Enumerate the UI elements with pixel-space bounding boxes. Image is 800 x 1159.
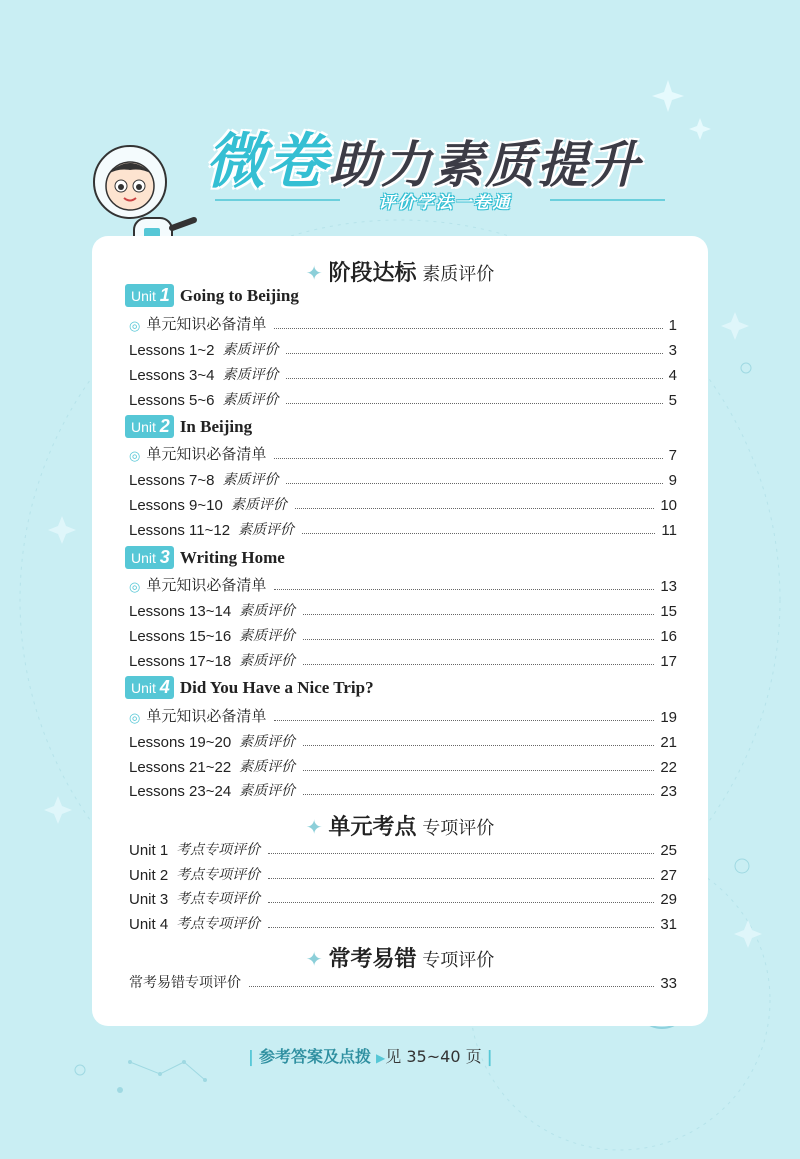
star-icon: ✦ bbox=[305, 261, 323, 285]
section-title-stage bbox=[92, 256, 708, 287]
unit-title: Writing Home bbox=[179, 547, 285, 567]
toc-entry[interactable]: Lessons 1~2 素质评价 3 bbox=[129, 342, 677, 359]
toc-entry[interactable]: ◎ 单元知识必备清单 7 bbox=[129, 446, 677, 464]
bullet-icon: ◎ bbox=[129, 710, 141, 725]
toc-entry[interactable]: Lessons 7~8 素质评价 9 bbox=[129, 472, 677, 489]
bullet-icon: ◎ bbox=[129, 318, 141, 333]
unit-badge: Unit 4 bbox=[125, 676, 174, 699]
toc-entry[interactable]: Lessons 13~14 素质评价 15 bbox=[129, 603, 677, 620]
toc-entry[interactable]: Lessons 21~22 素质评价 22 bbox=[129, 759, 677, 776]
unit-title: In Beijing bbox=[179, 416, 253, 436]
toc-entry[interactable]: Unit 4 考点专项评价 31 bbox=[129, 916, 677, 933]
unit-header[interactable] bbox=[125, 546, 285, 570]
subtitle-line-right bbox=[550, 199, 665, 201]
unit-title: Going to Beijing bbox=[179, 285, 299, 305]
section-title-big: 阶段达标 bbox=[328, 261, 417, 286]
bullet-icon: ◎ bbox=[129, 448, 141, 463]
unit-header[interactable] bbox=[125, 415, 252, 439]
toc-entry[interactable]: Lessons 19~20 素质评价 21 bbox=[129, 734, 677, 751]
section-title-small: 素质评价 bbox=[422, 264, 495, 285]
footer-bar: | bbox=[248, 1047, 254, 1066]
subtitle-line-left bbox=[215, 199, 340, 201]
toc-entry[interactable]: ◎ 单元知识必备清单 1 bbox=[129, 316, 677, 334]
title-rest: 助力素质提升 bbox=[329, 136, 641, 194]
toc-entry[interactable]: Lessons 23~24 素质评价 23 bbox=[129, 783, 677, 800]
toc-entry[interactable]: Lessons 9~10 素质评价 10 bbox=[129, 497, 677, 514]
unit-badge: Unit 2 bbox=[125, 415, 174, 438]
unit-header[interactable] bbox=[125, 676, 374, 700]
star-icon: ✦ bbox=[305, 815, 323, 839]
toc-entry[interactable]: ◎ 单元知识必备清单 13 bbox=[129, 577, 677, 595]
unit-header[interactable] bbox=[125, 284, 299, 308]
footer-bar: | bbox=[486, 1047, 493, 1066]
toc-entry[interactable]: Unit 3 考点专项评价 29 bbox=[129, 891, 677, 908]
toc-entry[interactable]: Lessons 5~6 素质评价 5 bbox=[129, 392, 677, 409]
section-title-small: 专项评价 bbox=[422, 950, 495, 971]
section-title-small: 专项评价 bbox=[422, 818, 495, 839]
star-icon: ✦ bbox=[305, 947, 323, 971]
answers-pages: 见 35~40 页 bbox=[385, 1047, 482, 1066]
bullet-icon: ◎ bbox=[129, 579, 141, 594]
section-title-common-errors bbox=[92, 942, 708, 973]
table-of-contents-card bbox=[92, 236, 708, 1026]
answers-label: 参考答案及点拨 bbox=[258, 1047, 371, 1066]
triangle-icon: ▶ bbox=[376, 1051, 386, 1065]
unit-title: Did You Have a Nice Trip? bbox=[179, 677, 374, 697]
toc-entry[interactable]: Unit 1 考点专项评价 25 bbox=[129, 842, 677, 859]
toc-entry[interactable]: Lessons 15~16 素质评价 16 bbox=[129, 628, 677, 645]
answers-footer[interactable] bbox=[248, 1044, 493, 1070]
toc-entry[interactable]: ◎ 单元知识必备清单 19 bbox=[129, 708, 677, 726]
title-accent: 微卷 bbox=[205, 127, 329, 197]
toc-entry[interactable]: 常考易错专项评价 33 bbox=[129, 975, 677, 992]
toc-entry[interactable]: Lessons 3~4 素质评价 4 bbox=[129, 367, 677, 384]
toc-entry[interactable]: Lessons 17~18 素质评价 17 bbox=[129, 653, 677, 670]
section-title-big: 常考易错 bbox=[328, 947, 417, 972]
toc-entry[interactable]: Unit 2 考点专项评价 27 bbox=[129, 867, 677, 884]
section-title-big: 单元考点 bbox=[328, 815, 417, 840]
unit-badge: Unit 1 bbox=[125, 284, 174, 307]
toc-entry[interactable]: Lessons 11~12 素质评价 11 bbox=[129, 522, 677, 539]
unit-badge: Unit 3 bbox=[125, 546, 174, 569]
subtitle: 评价学法一卷通 bbox=[378, 193, 512, 213]
subtitle-row bbox=[215, 188, 665, 212]
